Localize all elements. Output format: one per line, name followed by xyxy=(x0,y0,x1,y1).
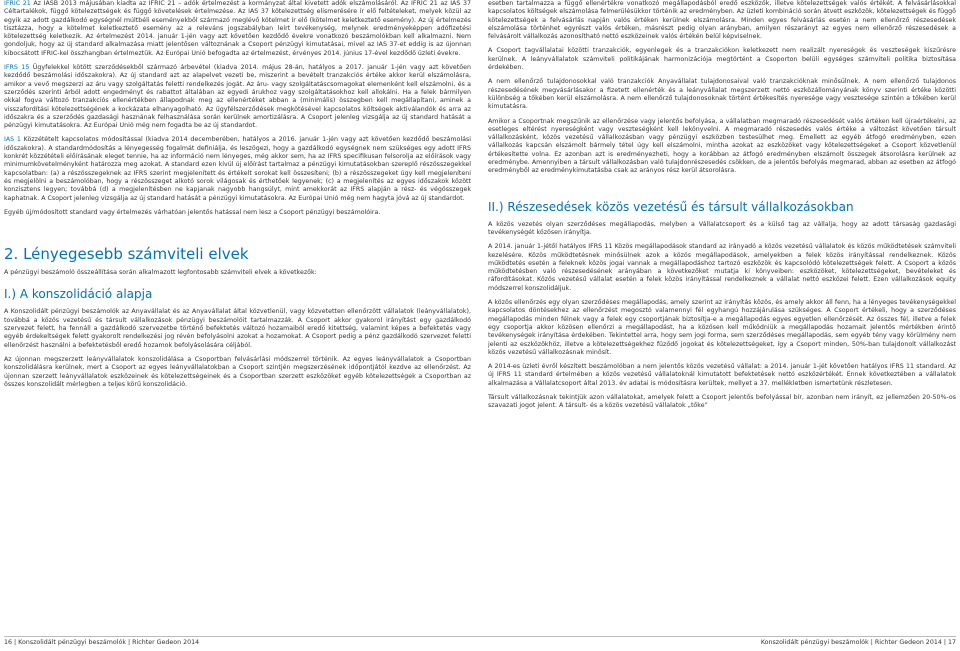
paragraph-acquisition: esetben tartalmazza a függő ellenértékre vonatkozó megállapodásból eredő eszközök, illetve kötelezettségek valós értékét. A felvásárlásokkal kapcsolatos költségek elszámolása felmerülésükkor történik az eredményben. Az üzleti kombináció során átvett eszközök, kötelezettségek és függő kötelezettségek a felvásárlás napján valós értéken kerülnek elszámolásra. Minden egyes felvásárlás esetén a nem ellenőrző részesedések elszámolása történhet egyrészt valós értéken, másrészt pedig olyan arányban, amilyen részarányt az egyes nem ellenőrző részesedések a felvásárolt vállalkozás azonosítható nettó eszközeinek valós értékén belül képviselnek. xyxy=(488,0,956,41)
paragraph-subsidiaries: Az újonnan megszerzett leányvállalatok konszolidálása a Csoportban felvásárlási módszerrel történik. Az egyes leányvállalatok a Csoportban konszolidálásra kerülnek, mert a Csoport az egyes leányvállalatokban a Csoport szintjén megszerzésének időpontjától kezdve az ellenőrzést. Az újonnan szerzett leányvállalatok eszközeinek és kötelezettségeinek és a Csoportban szerzett eszközöket egyéb kötelezettségek a Csoportban az összes konszolidált mérlegben a teljes körű konszolidáció. xyxy=(4,355,471,388)
footer-right xyxy=(761,639,956,647)
paragraph-loss-of-control: Amikor a Csoportnak megszűnik az ellenőrzése vagy jelentős befolyása, a vállalatban megmaradó részesedését valós értéken kell újraértékelni, az esetleges eltérést nyereségként vagy veszteségként kell lekönyvelni. A megmaradó részesedés valós értéke a változást követően társult vállalkozásként, közös vezetésű vállalkozásban vagy pénzügyi eszközben testesülhet meg. Emellett az egyéb átfogó eredményben, ezen vállalkozás kapcsán elszámolt bármely tétel úgy kell elszámolni, mintha azokat az eszközöket vagy kötelezettségeket a Csoport közvetlenül értékesítette volna. Ez azonban azt is eredményezheti, hogy a korábban az átfogó eredményben elszámolt összegek átsorolásra kerülnek az eredménybe. Amennyiben a társult vállalkozásban való tulajdonrészesedés csökken, de a jelentős befolyás megmarad, abban az esetben az átfogó eredményből az eredménykimutatásba csak az arányos rész kerül átsorolásra. xyxy=(488,117,956,175)
footer-company: Richter Gedeon 2014 xyxy=(132,639,200,646)
paragraph-text: Ügyfelekkel kötött szerződésekből származó árbevétel (kiadva 2014. május 28-án, hatályos a 2017. január 1-jén vagy azt követően kezdődő beszámolási időszakokra). Az új standard azt az alapelvet vezeti be, miszerint a bevételt tranzakciós értéke akkor kerül elszámolásra, amikor a vevő megszerzi az áru vagy szolgáltatás feletti rendelkezés jogát. Az áru- vagy szolgáltatáscsomagokat elemenként kell elszámolni, és a szerződés szerinti árból adott engedményt és rabattot általában az egyedi árukhoz vagy szolgáltatásokhoz kell allokálni. Ha a felek bármilyen okkal fogva változó tranzakciós ellenértékben állapodnak meg az ellenértéket abban a (minimális) összegben kell megállapítani, aminek a visszafordítási kötelezettségének a kockázata elhanyagolható. Az ügyfélszerződések megkötésével kapcsolatos költségek aktiválandók és arra az időszakra és a szerződés gazdasági hasznának felhasználása során kerülnek amortizálásra. A Csoport jelenleg vizsgálja az új standard hatását a pénzügyi kimutatásokra. Az Európai Unió még nem fogadta be az új standardot. xyxy=(4,64,471,130)
paragraph-joint-arrangement: A közös ellenőrzés egy olyan szerződéses megállapodás, amely szerint az irányítás közös, és amely akkor áll fenn, ha a lényeges tevékenységekkel kapcsolatos döntésekhez az ellenőrzést megosztó valamennyi fél egyhangú hozzájárulása szükséges. A Csoport értékeli, hogy a szerződéses megállapodás minden félnek vagy a felek egy csoportjának biztosítja-e a megállapodás egyes egyetlen ellenőrzését. Az összes fél, illetve a felek egy csoportja akkor közösen ellenőrzi a megállapodást, ha a közösen kell működniük a megállapodás hozamait jelentős mértékben érintő tevékenységek irányítása érdekében. Tekintettel arra, hogy sem jogi forma, sem szerződéses megállapodás, sem egyéb tény vagy körülmény nem jelenti az eszközökhöz, illetve a kötelezettségekhez fűződő jogokat és kötelezettségeket, így a Csoport minden, 50%-ban tulajdonolt vállalkozást közös vezetésű vállalkozásnak minősít. xyxy=(488,299,956,356)
paragraph-other-standards: Egyéb új/módosított standard vagy értelmezés várhatóan jelentős hatással nem lesz a Csoport pénzügyi beszámolóira. xyxy=(4,208,381,216)
paragraph-consolidation: A Konszolidált pénzügyi beszámolók az Anyavállalat és az Anyavállalat által közvetlenül, vagy közvetetten ellenőrzött vállalatok (leányvállalatok), továbbá a közös vezetésű és társult vállalkozások pénzügyi beszámolóit tartalmazzák. A Csoport akkor gyakorol irányítást egy gazdálkodó szervezet felett, ha fennáll a gazdálkodó szervezetbe történő befektetés változó hozamaiból eredő kitettség, valamint képes a befektetés vagy egyéb érdekeltségek felett gyakorolt rendelkezési jog révén befolyásolni azokat a hozamokat. A Csoport pedig a pénz gazdálkodó szervezet feletti ellenőrzést használni a befektetésből eredő hozamok befolyásolására céljából. xyxy=(4,308,471,349)
subsection-heading-consolidation: I.) A konszolidáció alapja xyxy=(4,287,153,302)
standard-label: IFRS 15 xyxy=(4,64,30,72)
paragraph-restatement: A 2014-es üzleti évről készített beszámolóban a nem jelentős közös vezetésű vállalat: a 2014. január 1-jét követően hatályos IFRS 11 standard. Az új IFRS 11 standard értelmében a közös vezetésű vállalatoknál kimutatott befektetések nettó eszközértékét. Ennek következtében a vállalatok alkalmazása a Vállalatcsoport által 2013. év adatai is módosításra kerültek, mellyet a 37. mellékletben ismertetünk részletesen. xyxy=(488,363,956,387)
paragraph-noncontrolling: A nem ellenőrző tulajdonosokkal való tranzakciók Anyavállalat tulajdonosaival való tranzakcióknak minősülnek. A nem ellenőrző tulajdonos részesedésének megvásárlásakor a fizetett ellenérték és a leányvállalat megszerzett nettó eszközállományának könyv szerinti értéke közötti különbség a tőkében kerül elszámolásra. A nem ellenőrző tulajdonosoknak történt értékesítés nyeresége vagy vesztesége szintén a tőkében kerül kimutatásra. xyxy=(488,78,956,111)
paragraph-ias1 xyxy=(4,136,471,202)
footer-title: Konszolidált pénzügyi beszámolók xyxy=(18,639,127,646)
footer-company: Richter Gedeon 2014 xyxy=(874,639,942,646)
paragraph-text: Közzétételt kapcsolatos módosítással (kiadva 2014 decemberében, hatályos a 2016. január 1-jén vagy azt követően kezdődő beszámolási időszakokra). A standardmódosítás a lényegesség fogalmát definiálja, és leszögezi, hogy a gazdálkodó egységnek nem szükséges egy adott IFRS konkrét közzétételi előírásának eleget tennie, ha az információ nem lényeges, még akkor sem, ha az IFRS specifikusan felsorolja az előírások vagy minimumkövetelményként határozza meg azokat. A standard ezen kívül új előírást tartalmaz a pénzügyi kimutatásokban szereplő részösszegekkel kapcsolatban: (a) a részösszegeknek az IFRS szerint megjelenített és értékelt sorokat kell összesíteni; (b) a részösszegeket úgy kell megjeleníteni és megjelölni a beszámolóban, hogy a részösszeget alkotó sorok világosak és érthetőek legyenek; (c) a megjelenítés az egyes időszakok között konzisztens legyen; továbbá (d) a megjelenítésben ne kapjanak nagyobb hangsúlyt, mint amekkorát az IFRS alapján a rész- és végösszegek kaphatnak. A Csoport jelenleg vizsgálja az új standard hatását a pénzügyi kimutatásokra. Az Európai Unió még nem hagyta jóvá az új standardot. xyxy=(4,136,471,202)
paragraph-intragroup: A Csoport tagvállalatai közötti tranzakciók, egyenlegek és a tranzakciókon keletkezett nem realizált nyereségek és veszteségek kiszűrésre kerülnek. A leányvállalatok számviteli politikájának harmonizációja megtörtént a Csoporton belüli egységes számviteli politika biztosítása érdekében. xyxy=(488,47,956,72)
footer-separator: | xyxy=(943,639,948,646)
right-column xyxy=(488,0,956,417)
page-number: 16 xyxy=(4,639,13,646)
paragraph-text: Az IASB 2013 májusában kiadta az IFRIC 21 – adók értelmezést a kormányzat által kivetett adók elszámolásáról. Az IFRIC 21 az IAS 37 Céltartalékok, függő kötelezettségek és függő követelések értelmezése. Az IAS 37 kötelezettség elismerésére ír elő feltételeket, melyek közül az egyik az adott gazdálkodó egységnél múltbéli eseményekből származó meglévő kötelmet ír elő (kötelmet keletkeztető esemény). Az új értelmezés tisztázza, hogy a kötelmet keletkeztető esemény az a releváns jogszabályban leírt tevékenység, melynek eredményeképpen adófizetési kötelezettség keletkezik. Az értelmezést 2014. január 1-jén vagy azt követően kezdődő évekre vonatkozó beszámolókban kell alkalmazni. Nem gondoljuk, hogy az új standard alkalmazása miatt jelentősen változnának a Csoport pénzügyi kimutatásai, mivel az IAS 37-et eddig is az újonnan kibocsátott IFRIC-kel összhangban értelmeztük. Az Európai Unió befogadta az értelmezést, érvényes 2014. június 17-ével kezdődő üzleti évekre. xyxy=(4,0,471,57)
footer-title: Konszolidált pénzügyi beszámolók xyxy=(760,639,869,646)
left-column xyxy=(4,0,471,395)
section-heading-accounting-policies: 2. Lényegesebb számviteli elvek xyxy=(4,245,249,264)
footer-separator: | xyxy=(128,639,133,646)
footer-left xyxy=(4,639,199,647)
paragraph-intro: A pénzügyi beszámoló összeállítása során alkalmazott legfontosabb számviteli elvek a következők: xyxy=(4,269,317,277)
footer-separator: | xyxy=(870,639,875,646)
paragraph-ifrs15 xyxy=(4,64,471,130)
paragraph-ifric21 xyxy=(4,0,471,58)
standard-label: IFRIC 21 xyxy=(4,0,31,7)
page-number: 17 xyxy=(947,639,956,646)
paragraph-ifrs11: A 2014. január 1-jétől hatályos IFRS 11 Közös megállapodások standard az irányadó a közös vezetésű vállalatok és közös működtetések számviteli kezelésére. Közös működtetésnek minősülnek azok a közös megállapodások, amelyekben a felek közös irányítással rendelkeznek. Közös működtetés esetén a feleknek közös jogai vannak a megállapodáshoz tartozó eszközök és kapcsolódó kötelezettségek felett. A Csoport a közös működtetésben való részesedésének arányában a következőket mutatja ki könyveiben: eszközöket, kötelezettségeket, bevételeket és ráfordításokat. Közös vezetésű vállalat esetén a felek közös irányítással rendelkeznek a vállalat nettó eszközei felett. Ezen vállalkozások equity módszerrel konszolidáljuk. xyxy=(488,243,956,292)
standard-label: IAS 1 xyxy=(4,136,21,144)
footer-separator: | xyxy=(14,639,19,646)
paragraph-joint-control: A közös vezetés olyan szerződéses megállapodás, melyben a Vállalatcsoport és a külső tag az vállalja, hogy az adott társaság gazdasági tevékenységét közösen irányítja. xyxy=(488,220,956,236)
footer-divider xyxy=(4,636,956,637)
paragraph-associates: Társult vállalkozásnak tekintjük azon vállalatokat, amelyek felett a Csoport jelentős befolyással bír, azonban nem irányít, ez jellemzően 20-50%-os szavazati jogot jelent. A társult- és a közös vezetésű vállalatok „tőke” xyxy=(488,393,956,410)
subsection-heading-joint-ventures: II.) Részesedések közös vezetésű és társult vállalkozásokban xyxy=(488,199,854,214)
